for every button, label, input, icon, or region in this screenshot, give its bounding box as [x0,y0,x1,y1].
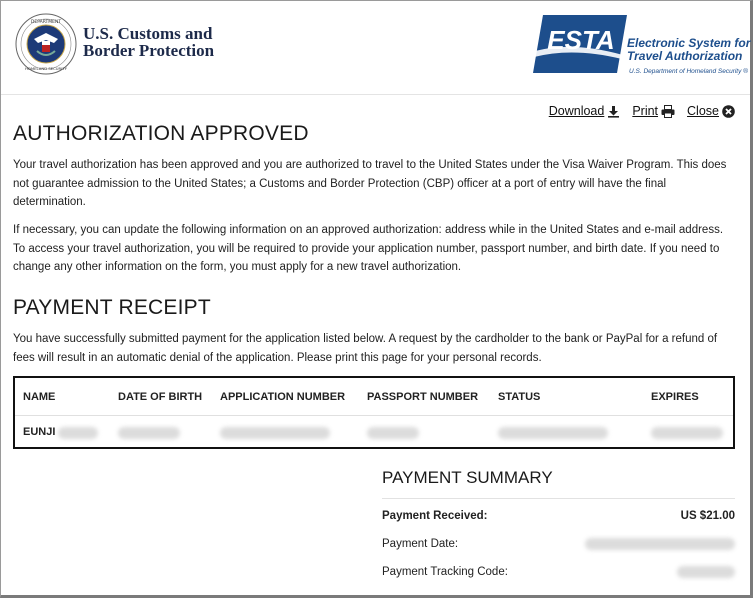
cell-expires [651,426,723,438]
redacted-dob [118,427,180,439]
redacted-surname [58,427,98,439]
cell-name [23,426,98,438]
table-header-row [15,378,733,416]
agency-line-1: U.S. Customs and [83,24,213,43]
redacted-application-number [220,427,330,439]
seal-top-text: DEPARTMENT [30,20,62,25]
date-label: Payment Date: [382,538,459,550]
col-expires-header: EXPIRES [651,390,699,403]
dhs-seal-logo [15,13,77,75]
print-label: Print [632,104,659,118]
redacted-date-value [585,538,735,550]
esta-title [627,37,750,63]
agency-line-2: Border Protection [83,41,215,60]
cell-passport-number [367,426,419,438]
download-label: Download [548,104,605,118]
esta-title-line-2: Travel Authorization [627,49,743,63]
redacted-expires [651,427,723,439]
summary-divider [382,498,735,499]
toolbar [549,104,735,118]
download-icon [607,105,620,118]
approval-paragraph-2: If necessary, you can update the following information on an approved authorization: address while in the United States and e-mail address. To access your travel authorization, you will be required to provide your application number, passport number, and birth date. If you need to change any other information on the form, you must apply for a new travel authorization. [13,224,724,273]
received-value: US $21.00 [680,510,735,522]
print-icon [661,105,675,118]
approval-paragraph-1: Your travel authorization has been approved and you are authorized to travel to the United States under the Visa Waiver Program. This does not guarantee admission to the United States; a Customs and Border Protection (CBP) officer at a port of entry will have the final determination. [13,159,727,208]
redacted-passport-number [367,427,419,439]
download-button[interactable] [549,104,621,118]
received-label: Payment Received: [382,510,488,522]
close-icon [722,105,735,118]
summary-row-received [382,510,735,528]
esta-subtitle: U.S. Department of Homeland Security ® [629,68,748,75]
agency-name [83,25,214,59]
cell-status [498,426,608,438]
col-passport-header: PASSPORT NUMBER [367,390,479,403]
cell-application-number [220,426,330,438]
redacted-status [498,427,608,439]
close-label: Close [687,104,719,118]
esta-badge-text: ESTA [547,25,615,55]
page-header [1,1,750,95]
col-application-header: APPLICATION NUMBER [220,390,346,403]
receipt-heading: PAYMENT RECEIPT [13,296,211,319]
esta-badge [533,15,627,73]
application-table [13,376,735,449]
redacted-tracking-value [677,566,735,578]
col-status-header: STATUS [498,390,541,403]
summary-heading: PAYMENT SUMMARY [382,468,553,487]
approval-heading: AUTHORIZATION APPROVED [13,122,309,145]
col-dob-header: DATE OF BIRTH [118,390,203,403]
summary-row-date [382,538,735,556]
col-name-header: NAME [23,390,56,403]
cell-name-text: EUNJI [23,426,56,439]
seal-bottom-text: HOMELAND SECURITY [25,66,67,71]
tracking-label: Payment Tracking Code: [382,566,508,578]
receipt-paragraph: You have successfully submitted payment for the application listed below. A request by the cardholder to the bank or PayPal for a refund of fees will result in an automatic denial of the application. Please print this page for your personal records. [13,333,718,364]
summary-row-tracking [382,566,735,584]
close-button[interactable] [687,104,735,118]
table-row [15,417,733,448]
esta-logo [533,13,751,79]
cell-dob [118,426,180,438]
esta-title-line-1: Electronic System for [627,36,751,50]
print-button[interactable] [632,104,675,118]
